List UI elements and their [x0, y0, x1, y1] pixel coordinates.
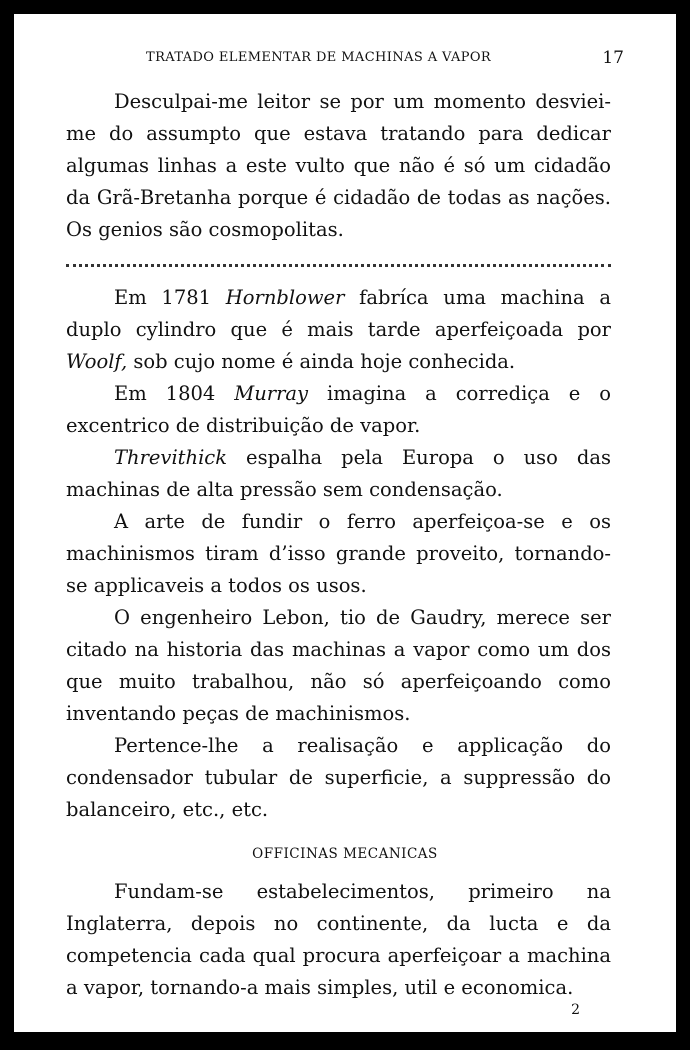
- name-hornblower: Hornblower: [225, 286, 345, 309]
- intro-paragraph: Desculpai-me leitor se por um momento desviei-me do assumpto que estava tratando para dedicar algumas linhas a este vulto que não é só um cidadão da Grã-Bretanha porque é cidadão de todas as nações. Os genios são cosmopolitas.: [66, 90, 611, 241]
- paragraph-murray: [66, 378, 611, 442]
- running-head-title: TRATADO ELEMENTAR DE MACHINAS A VAPOR: [146, 50, 492, 65]
- section-heading: OFFICINAS MECANICAS: [252, 846, 438, 862]
- text-run: Em 1804: [114, 382, 235, 405]
- name-threvithick: Threvithick: [114, 446, 228, 469]
- signature-mark: 2: [571, 1002, 580, 1018]
- section-paragraph: Fundam-se estabelecimentos, primeiro na Inglaterra, depois no continente, da lucta e da competencia cada qual procura aperfeiçoar a machina a vapor, tornando-a mais simples, util e economica.: [66, 880, 611, 999]
- dotted-separator: [66, 264, 611, 267]
- paragraph-threvithick: [66, 442, 611, 506]
- name-woolf: Woolf,: [66, 350, 128, 373]
- text-run: imagina a corrediça e o excentrico de distribuição de vapor.: [66, 382, 612, 437]
- page-number: 17: [602, 48, 624, 68]
- text-run: espalha pela Europa o uso das machinas de alta pressão sem condensação.: [66, 446, 611, 501]
- text-run: fabríca uma machina a duplo cylindro que é mais tarde aperfeiçoada por: [66, 286, 612, 341]
- text-run: Em 1781: [114, 286, 226, 309]
- book-page: [14, 14, 676, 1032]
- section-block: [66, 876, 611, 1004]
- paragraph-ferro: A arte de fundir o ferro aperfeiçoa-se e os machinismos tiram d’isso grande proveito, tornando-se applicaveis a todos os usos.: [66, 510, 611, 597]
- paragraph-hornblower: [66, 282, 611, 378]
- paragraph-lebon: O engenheiro Lebon, tio de Gaudry, merece ser citado na historia das machinas a vapor como um dos que muito trabalhou, não só aperfeiçoando como inventando peças de machinismos.: [66, 606, 611, 725]
- intro-block: [66, 86, 611, 246]
- name-murray: Murray: [234, 382, 309, 405]
- text-run: sob cujo nome é ainda hoje conhecida.: [127, 350, 516, 373]
- paragraph-condensador: Pertence-lhe a realisação e applicação do condensador tubular de superficie, a suppressão do balanceiro, etc., etc.: [66, 734, 611, 821]
- history-block: [66, 282, 611, 826]
- running-head: [66, 50, 624, 70]
